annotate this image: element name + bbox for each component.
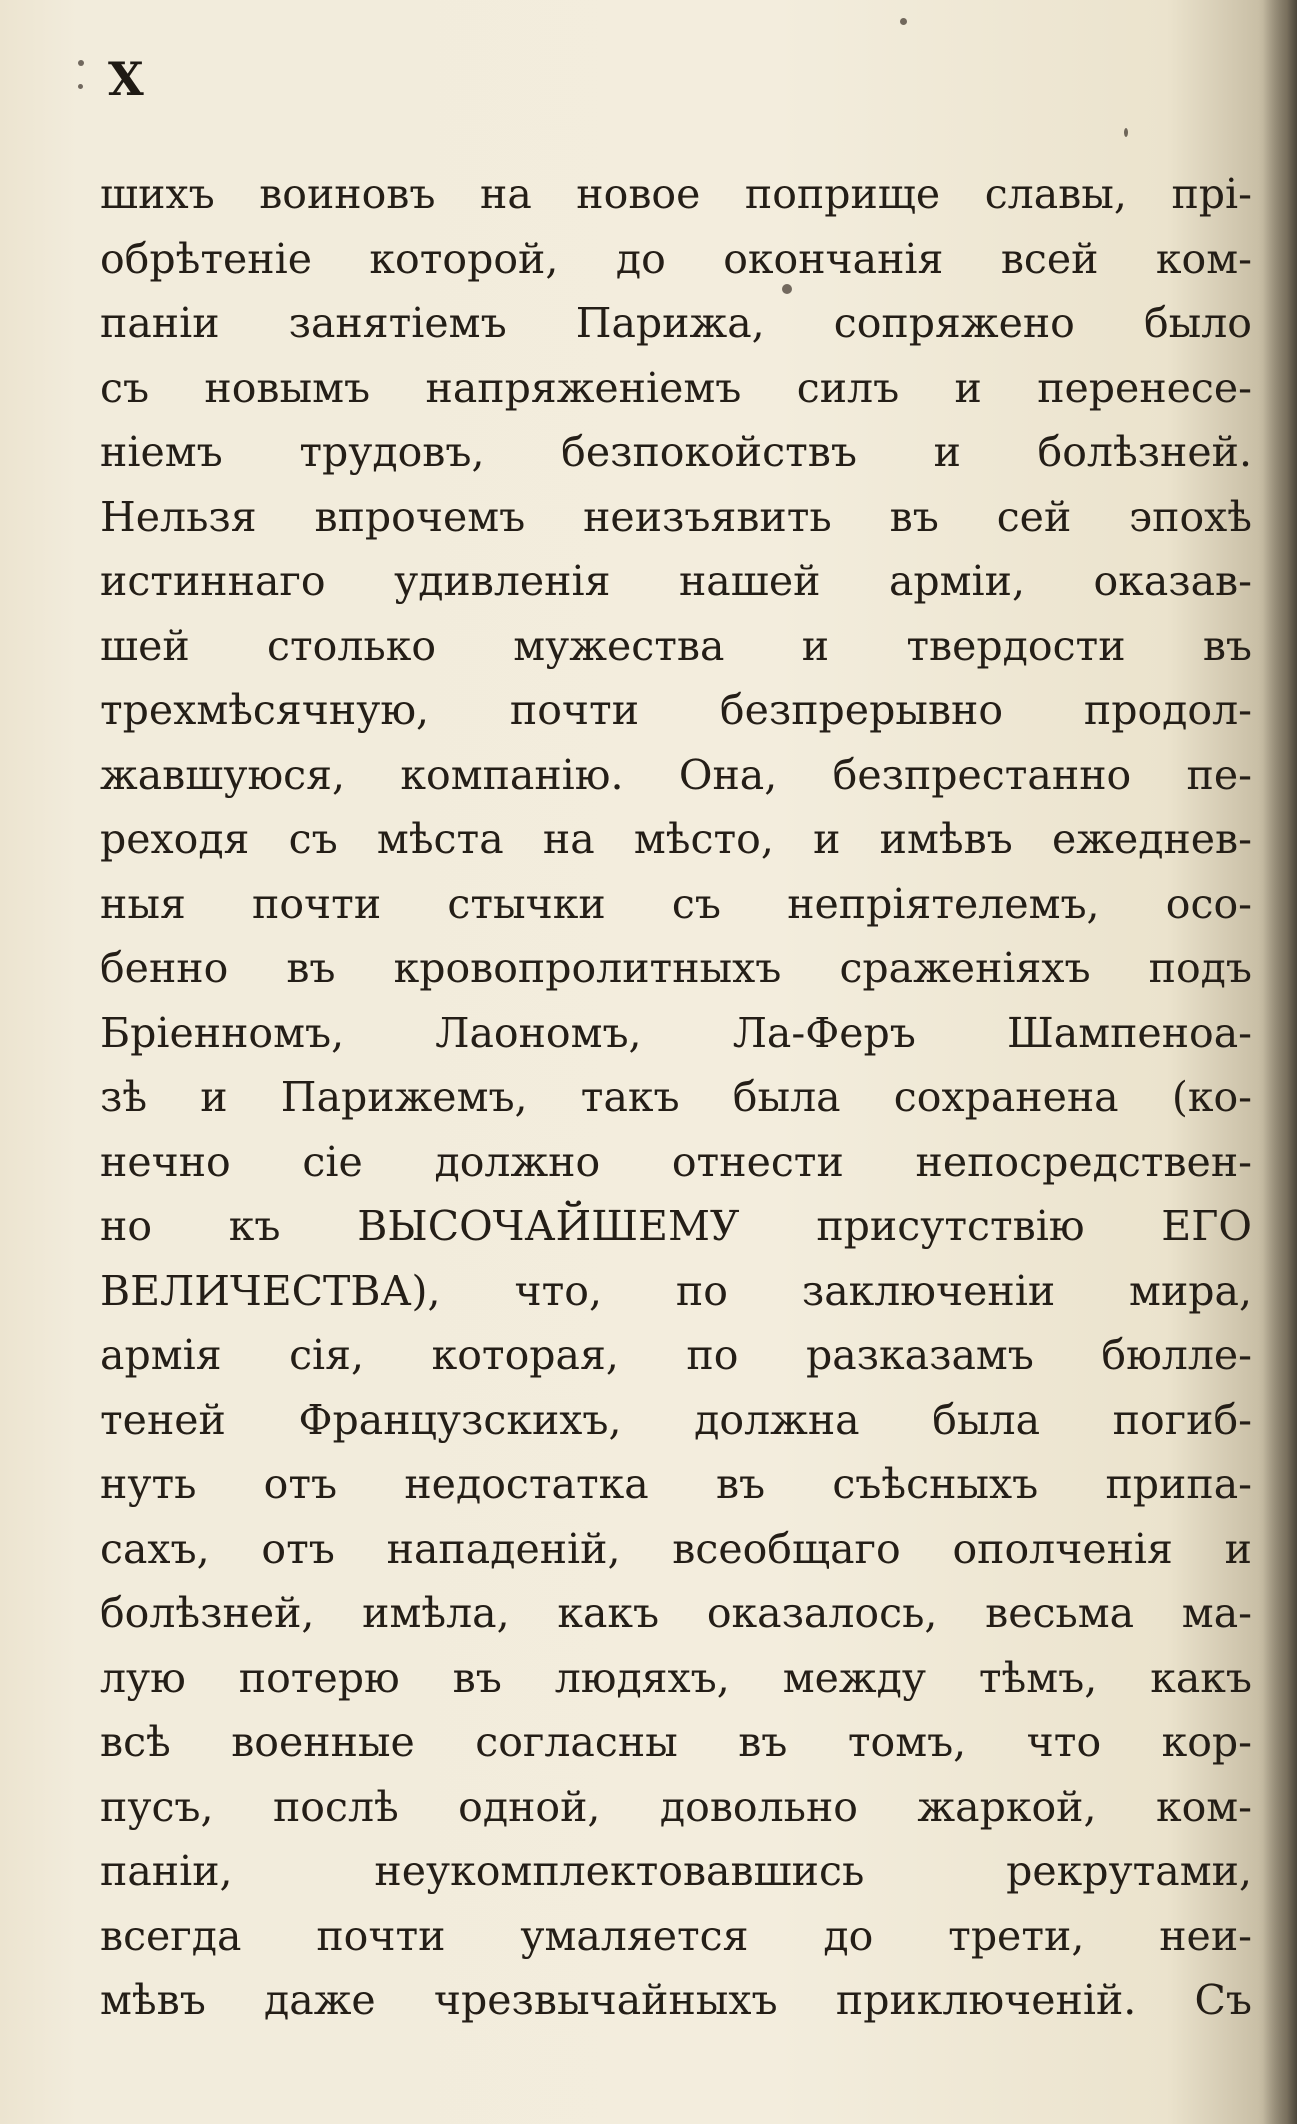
text-line: нечно сіе должно отнести непосредствен- xyxy=(100,1137,1252,1186)
text-line: шей столько мужества и твердости въ xyxy=(100,621,1252,670)
text-line: бенно въ кровопролитныхъ сраженіяхъ подъ xyxy=(100,944,1252,992)
text-line: Нельзя впрочемъ неизъявить въ сей эпохѣ xyxy=(100,492,1252,541)
text-line: истиннаго удивленія нашей арміи, оказав- xyxy=(100,557,1252,605)
text-line: реходя съ мѣста на мѣсто, и имѣвъ ежеднев- xyxy=(100,815,1252,863)
text-line: паніи занятіемъ Парижа, сопряжено было xyxy=(100,299,1252,347)
body-text xyxy=(100,162,1252,2033)
text-line: паніи, неукомплектовавшись рекрутами, xyxy=(100,1847,1252,1895)
paper-speck xyxy=(782,284,792,294)
text-line: Бріенномъ, Лаономъ, Ла-Феръ Шампеноа- xyxy=(100,1008,1252,1057)
text-line: ныя почти стычки съ непріятелемъ, осо- xyxy=(100,879,1252,928)
text-line: нуть отъ недостатка въ съѣсныхъ припа- xyxy=(100,1460,1252,1508)
text-line: болѣзней, имѣла, какъ оказалось, весьма ма- xyxy=(100,1589,1252,1637)
text-line: теней Французскихъ, должна была погиб- xyxy=(100,1395,1252,1444)
page-edge-shadow xyxy=(1263,0,1297,2124)
text-line: ВЕЛИЧЕСТВА), что, по заключеніи мира, xyxy=(100,1266,1252,1315)
text-line: сахъ, отъ нападеній, всеобщаго ополченія и xyxy=(100,1524,1252,1573)
paper-speck xyxy=(78,84,83,89)
text-line: ніемъ трудовъ, безпокойствъ и болѣзней. xyxy=(100,428,1252,476)
paper-speck xyxy=(1124,128,1128,137)
text-line: жавшуюся, компанію. Она, безпрестанно пе- xyxy=(100,750,1252,799)
text-line: обрѣтеніе которой, до окончанія всей ком- xyxy=(100,234,1252,283)
text-line: мѣвъ даже чрезвычайныхъ приключеній. Съ xyxy=(100,1976,1252,2024)
text-line: шихъ воиновъ на новое поприще славы, прі- xyxy=(100,170,1252,218)
text-line: всегда почти умаляется до трети, неи- xyxy=(100,1911,1252,1960)
text-line: всѣ военные согласны въ томъ, что кор- xyxy=(100,1718,1252,1766)
text-line: трехмѣсячную, почти безпрерывно продол- xyxy=(100,686,1252,734)
text-line: лую потерю въ людяхъ, между тѣмъ, какъ xyxy=(100,1653,1252,1702)
text-line: но къ ВЫСОЧАЙШЕМУ присутствію ЕГО xyxy=(100,1202,1252,1250)
text-line: армія сія, которая, по разказамъ бюлле- xyxy=(100,1331,1252,1379)
text-line: зѣ и Парижемъ, такъ была сохранена (ко- xyxy=(100,1073,1252,1121)
paper-speck xyxy=(900,18,907,25)
text-line: съ новымъ напряженіемъ силъ и перенесе- xyxy=(100,363,1252,412)
page-number: X xyxy=(108,52,145,106)
paper-speck xyxy=(78,60,84,66)
text-line: пусъ, послѣ одной, довольно жаркой, ком- xyxy=(100,1782,1252,1831)
